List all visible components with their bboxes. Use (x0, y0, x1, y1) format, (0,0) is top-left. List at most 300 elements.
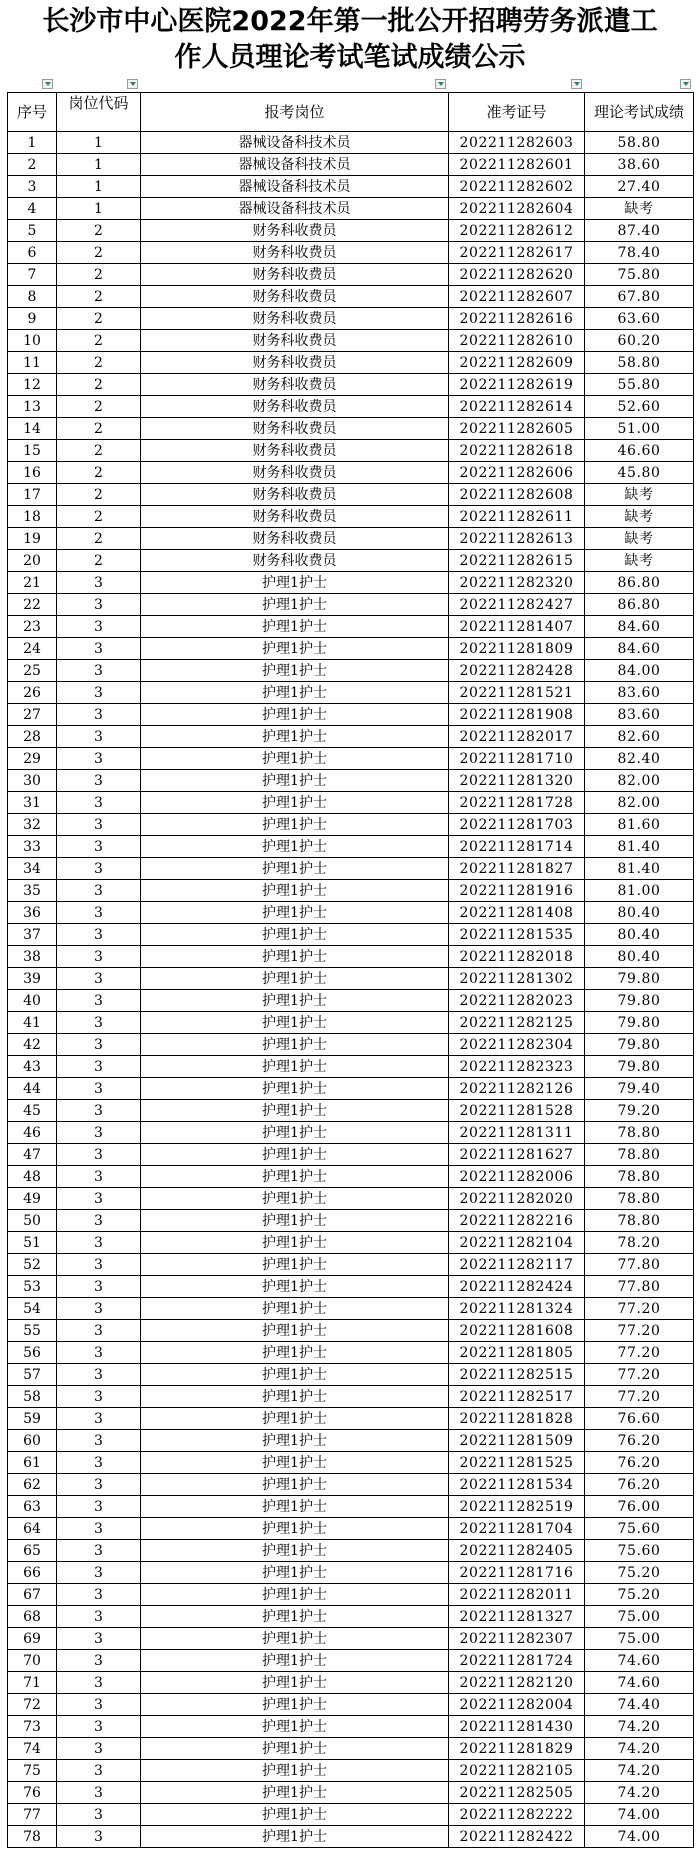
cell-score[interactable]: 82.00 (585, 770, 694, 792)
cell-no[interactable]: 17 (8, 484, 57, 506)
cell-ticket[interactable]: 202211282120 (449, 1672, 585, 1694)
cell-position[interactable]: 护理1护士 (141, 1386, 449, 1408)
cell-no[interactable]: 26 (8, 682, 57, 704)
cell-code[interactable]: 3 (57, 1276, 141, 1298)
cell-code[interactable]: 3 (57, 1298, 141, 1320)
cell-position[interactable]: 护理1护士 (141, 770, 449, 792)
cell-code[interactable]: 3 (57, 638, 141, 660)
cell-score[interactable]: 84.60 (585, 638, 694, 660)
cell-score[interactable]: 46.60 (585, 440, 694, 462)
cell-score[interactable]: 77.20 (585, 1386, 694, 1408)
cell-ticket[interactable]: 202211281827 (449, 858, 585, 880)
cell-score[interactable]: 78.20 (585, 1232, 694, 1254)
cell-code[interactable]: 3 (57, 1408, 141, 1430)
cell-code[interactable]: 3 (57, 858, 141, 880)
cell-score[interactable]: 78.80 (585, 1210, 694, 1232)
cell-no[interactable]: 32 (8, 814, 57, 836)
cell-code[interactable]: 3 (57, 748, 141, 770)
cell-position[interactable]: 护理1护士 (141, 968, 449, 990)
cell-score[interactable]: 77.20 (585, 1364, 694, 1386)
cell-score[interactable]: 27.40 (585, 176, 694, 198)
cell-position[interactable]: 护理1护士 (141, 1738, 449, 1760)
cell-score[interactable]: 75.00 (585, 1628, 694, 1650)
cell-position[interactable]: 财务科收费员 (141, 418, 449, 440)
cell-ticket[interactable]: 202211282519 (449, 1496, 585, 1518)
cell-score[interactable]: 缺考 (585, 198, 694, 220)
cell-no[interactable]: 58 (8, 1386, 57, 1408)
cell-score[interactable]: 86.80 (585, 594, 694, 616)
cell-no[interactable]: 25 (8, 660, 57, 682)
cell-code[interactable]: 3 (57, 704, 141, 726)
cell-ticket[interactable]: 202211281627 (449, 1144, 585, 1166)
cell-code[interactable]: 2 (57, 286, 141, 308)
cell-score[interactable]: 76.00 (585, 1496, 694, 1518)
cell-no[interactable]: 54 (8, 1298, 57, 1320)
cell-score[interactable]: 82.00 (585, 792, 694, 814)
cell-code[interactable]: 3 (57, 1760, 141, 1782)
cell-ticket[interactable]: 202211282222 (449, 1804, 585, 1826)
cell-score[interactable]: 79.80 (585, 1012, 694, 1034)
cell-ticket[interactable]: 202211282126 (449, 1078, 585, 1100)
cell-ticket[interactable]: 202211281430 (449, 1716, 585, 1738)
cell-position[interactable]: 护理1护士 (141, 1628, 449, 1650)
cell-score[interactable]: 60.20 (585, 330, 694, 352)
cell-ticket[interactable]: 202211282515 (449, 1364, 585, 1386)
cell-code[interactable]: 3 (57, 1562, 141, 1584)
cell-no[interactable]: 34 (8, 858, 57, 880)
cell-no[interactable]: 69 (8, 1628, 57, 1650)
cell-code[interactable]: 3 (57, 1606, 141, 1628)
cell-position[interactable]: 财务科收费员 (141, 242, 449, 264)
cell-no[interactable]: 72 (8, 1694, 57, 1716)
cell-position[interactable]: 护理1护士 (141, 594, 449, 616)
filter-dropdown-icon[interactable] (435, 79, 446, 89)
cell-code[interactable]: 3 (57, 1518, 141, 1540)
cell-code[interactable]: 2 (57, 374, 141, 396)
cell-ticket[interactable]: 202211282605 (449, 418, 585, 440)
cell-position[interactable]: 护理1护士 (141, 1650, 449, 1672)
cell-score[interactable]: 78.80 (585, 1188, 694, 1210)
cell-code[interactable]: 3 (57, 1364, 141, 1386)
cell-position[interactable]: 护理1护士 (141, 990, 449, 1012)
cell-score[interactable]: 81.40 (585, 858, 694, 880)
cell-ticket[interactable]: 202211282405 (449, 1540, 585, 1562)
cell-position[interactable]: 护理1护士 (141, 1034, 449, 1056)
cell-no[interactable]: 62 (8, 1474, 57, 1496)
cell-position[interactable]: 财务科收费员 (141, 330, 449, 352)
cell-ticket[interactable]: 202211282320 (449, 572, 585, 594)
cell-no[interactable]: 41 (8, 1012, 57, 1034)
cell-ticket[interactable]: 202211281828 (449, 1408, 585, 1430)
cell-code[interactable]: 1 (57, 176, 141, 198)
cell-code[interactable]: 3 (57, 1826, 141, 1848)
cell-code[interactable]: 3 (57, 572, 141, 594)
cell-score[interactable]: 缺考 (585, 484, 694, 506)
cell-score[interactable]: 78.80 (585, 1144, 694, 1166)
cell-no[interactable]: 64 (8, 1518, 57, 1540)
cell-no[interactable]: 40 (8, 990, 57, 1012)
cell-code[interactable]: 3 (57, 1650, 141, 1672)
cell-ticket[interactable]: 202211281320 (449, 770, 585, 792)
cell-position[interactable]: 护理1护士 (141, 1584, 449, 1606)
cell-code[interactable]: 3 (57, 1232, 141, 1254)
cell-code[interactable]: 3 (57, 660, 141, 682)
cell-code[interactable]: 3 (57, 1738, 141, 1760)
cell-ticket[interactable]: 202211281908 (449, 704, 585, 726)
cell-no[interactable]: 59 (8, 1408, 57, 1430)
cell-position[interactable]: 护理1护士 (141, 880, 449, 902)
cell-code[interactable]: 3 (57, 1210, 141, 1232)
cell-ticket[interactable]: 202211282610 (449, 330, 585, 352)
cell-code[interactable]: 2 (57, 462, 141, 484)
cell-ticket[interactable]: 202211281829 (449, 1738, 585, 1760)
cell-no[interactable]: 50 (8, 1210, 57, 1232)
cell-ticket[interactable]: 202211282609 (449, 352, 585, 374)
cell-score[interactable]: 78.80 (585, 1122, 694, 1144)
cell-code[interactable]: 2 (57, 220, 141, 242)
cell-code[interactable]: 3 (57, 792, 141, 814)
cell-code[interactable]: 3 (57, 1584, 141, 1606)
cell-no[interactable]: 20 (8, 550, 57, 572)
cell-no[interactable]: 56 (8, 1342, 57, 1364)
cell-ticket[interactable]: 202211282427 (449, 594, 585, 616)
cell-score[interactable]: 缺考 (585, 528, 694, 550)
cell-no[interactable]: 76 (8, 1782, 57, 1804)
column-header-ticket[interactable]: 准考证号 (449, 93, 585, 132)
cell-code[interactable]: 3 (57, 1804, 141, 1826)
cell-code[interactable]: 2 (57, 528, 141, 550)
cell-ticket[interactable]: 202211281525 (449, 1452, 585, 1474)
cell-code[interactable]: 3 (57, 1254, 141, 1276)
cell-position[interactable]: 护理1护士 (141, 1232, 449, 1254)
cell-code[interactable]: 3 (57, 836, 141, 858)
cell-position[interactable]: 护理1护士 (141, 1056, 449, 1078)
filter-dropdown-icon[interactable] (571, 79, 582, 89)
cell-no[interactable]: 37 (8, 924, 57, 946)
cell-position[interactable]: 护理1护士 (141, 1144, 449, 1166)
cell-score[interactable]: 45.80 (585, 462, 694, 484)
cell-code[interactable]: 2 (57, 440, 141, 462)
cell-ticket[interactable]: 202211281311 (449, 1122, 585, 1144)
cell-score[interactable]: 87.40 (585, 220, 694, 242)
cell-code[interactable]: 2 (57, 330, 141, 352)
cell-code[interactable]: 3 (57, 1320, 141, 1342)
cell-position[interactable]: 护理1护士 (141, 704, 449, 726)
cell-score[interactable]: 80.40 (585, 946, 694, 968)
cell-position[interactable]: 护理1护士 (141, 946, 449, 968)
cell-position[interactable]: 护理1护士 (141, 660, 449, 682)
cell-code[interactable]: 1 (57, 198, 141, 220)
cell-position[interactable]: 护理1护士 (141, 1078, 449, 1100)
cell-ticket[interactable]: 202211281324 (449, 1298, 585, 1320)
cell-ticket[interactable]: 202211282011 (449, 1584, 585, 1606)
cell-ticket[interactable]: 202211282018 (449, 946, 585, 968)
cell-position[interactable]: 财务科收费员 (141, 396, 449, 418)
cell-code[interactable]: 2 (57, 264, 141, 286)
cell-no[interactable]: 22 (8, 594, 57, 616)
cell-ticket[interactable]: 202211282617 (449, 242, 585, 264)
cell-position[interactable]: 护理1护士 (141, 748, 449, 770)
cell-position[interactable]: 护理1护士 (141, 924, 449, 946)
cell-code[interactable]: 3 (57, 1012, 141, 1034)
cell-ticket[interactable]: 202211281608 (449, 1320, 585, 1342)
cell-no[interactable]: 48 (8, 1166, 57, 1188)
cell-code[interactable]: 3 (57, 814, 141, 836)
cell-score[interactable]: 74.40 (585, 1694, 694, 1716)
cell-no[interactable]: 15 (8, 440, 57, 462)
cell-position[interactable]: 护理1护士 (141, 1012, 449, 1034)
cell-position[interactable]: 财务科收费员 (141, 220, 449, 242)
cell-code[interactable]: 3 (57, 1078, 141, 1100)
cell-code[interactable]: 3 (57, 1672, 141, 1694)
cell-position[interactable]: 财务科收费员 (141, 528, 449, 550)
cell-no[interactable]: 29 (8, 748, 57, 770)
cell-ticket[interactable]: 202211282601 (449, 154, 585, 176)
cell-ticket[interactable]: 202211281916 (449, 880, 585, 902)
cell-no[interactable]: 33 (8, 836, 57, 858)
cell-score[interactable]: 83.60 (585, 682, 694, 704)
cell-position[interactable]: 护理1护士 (141, 1496, 449, 1518)
cell-ticket[interactable]: 202211281724 (449, 1650, 585, 1672)
cell-code[interactable]: 3 (57, 902, 141, 924)
cell-ticket[interactable]: 202211282307 (449, 1628, 585, 1650)
cell-position[interactable]: 财务科收费员 (141, 352, 449, 374)
cell-code[interactable]: 3 (57, 990, 141, 1012)
cell-position[interactable]: 护理1护士 (141, 836, 449, 858)
cell-position[interactable]: 器械设备科技术员 (141, 132, 449, 154)
cell-position[interactable]: 财务科收费员 (141, 286, 449, 308)
cell-no[interactable]: 14 (8, 418, 57, 440)
column-header-no[interactable]: 序号 (8, 93, 57, 132)
cell-position[interactable]: 护理1护士 (141, 902, 449, 924)
cell-position[interactable]: 财务科收费员 (141, 550, 449, 572)
cell-no[interactable]: 46 (8, 1122, 57, 1144)
cell-code[interactable]: 3 (57, 726, 141, 748)
cell-no[interactable]: 31 (8, 792, 57, 814)
cell-ticket[interactable]: 202211282428 (449, 660, 585, 682)
cell-score[interactable]: 79.80 (585, 1034, 694, 1056)
cell-position[interactable]: 护理1护士 (141, 1298, 449, 1320)
cell-position[interactable]: 护理1护士 (141, 1430, 449, 1452)
cell-position[interactable]: 护理1护士 (141, 1540, 449, 1562)
cell-score[interactable]: 81.00 (585, 880, 694, 902)
cell-no[interactable]: 10 (8, 330, 57, 352)
cell-code[interactable]: 3 (57, 1056, 141, 1078)
cell-position[interactable]: 护理1护士 (141, 792, 449, 814)
cell-position[interactable]: 器械设备科技术员 (141, 198, 449, 220)
cell-code[interactable]: 2 (57, 352, 141, 374)
cell-no[interactable]: 70 (8, 1650, 57, 1672)
cell-ticket[interactable]: 202211282616 (449, 308, 585, 330)
cell-position[interactable]: 护理1护士 (141, 1210, 449, 1232)
cell-score[interactable]: 55.80 (585, 374, 694, 396)
cell-no[interactable]: 66 (8, 1562, 57, 1584)
cell-no[interactable]: 47 (8, 1144, 57, 1166)
cell-position[interactable]: 器械设备科技术员 (141, 154, 449, 176)
cell-position[interactable]: 护理1护士 (141, 1518, 449, 1540)
cell-no[interactable]: 78 (8, 1826, 57, 1848)
cell-ticket[interactable]: 202211281509 (449, 1430, 585, 1452)
cell-code[interactable]: 2 (57, 242, 141, 264)
cell-position[interactable]: 器械设备科技术员 (141, 176, 449, 198)
cell-ticket[interactable]: 202211282304 (449, 1034, 585, 1056)
cell-no[interactable]: 65 (8, 1540, 57, 1562)
cell-code[interactable]: 3 (57, 1628, 141, 1650)
cell-no[interactable]: 13 (8, 396, 57, 418)
cell-position[interactable]: 护理1护士 (141, 814, 449, 836)
cell-score[interactable]: 58.80 (585, 352, 694, 374)
cell-no[interactable]: 45 (8, 1100, 57, 1122)
cell-ticket[interactable]: 202211282505 (449, 1782, 585, 1804)
cell-position[interactable]: 护理1护士 (141, 1474, 449, 1496)
cell-no[interactable]: 24 (8, 638, 57, 660)
cell-code[interactable]: 3 (57, 1188, 141, 1210)
cell-ticket[interactable]: 202211281710 (449, 748, 585, 770)
cell-ticket[interactable]: 202211282618 (449, 440, 585, 462)
cell-no[interactable]: 30 (8, 770, 57, 792)
cell-score[interactable]: 80.40 (585, 924, 694, 946)
cell-ticket[interactable]: 202211282323 (449, 1056, 585, 1078)
cell-score[interactable]: 38.60 (585, 154, 694, 176)
column-header-position[interactable]: 报考岗位 (141, 93, 449, 132)
cell-position[interactable]: 护理1护士 (141, 1782, 449, 1804)
cell-score[interactable]: 74.20 (585, 1782, 694, 1804)
cell-position[interactable]: 护理1护士 (141, 616, 449, 638)
cell-score[interactable]: 78.80 (585, 1166, 694, 1188)
cell-score[interactable]: 63.60 (585, 308, 694, 330)
cell-no[interactable]: 67 (8, 1584, 57, 1606)
cell-no[interactable]: 9 (8, 308, 57, 330)
cell-position[interactable]: 护理1护士 (141, 1166, 449, 1188)
cell-code[interactable]: 3 (57, 1166, 141, 1188)
cell-ticket[interactable]: 202211282017 (449, 726, 585, 748)
cell-ticket[interactable]: 202211282020 (449, 1188, 585, 1210)
cell-no[interactable]: 63 (8, 1496, 57, 1518)
cell-score[interactable]: 77.20 (585, 1298, 694, 1320)
cell-code[interactable]: 1 (57, 154, 141, 176)
cell-ticket[interactable]: 202211282612 (449, 220, 585, 242)
cell-score[interactable]: 76.20 (585, 1452, 694, 1474)
cell-no[interactable]: 7 (8, 264, 57, 286)
cell-ticket[interactable]: 202211282004 (449, 1694, 585, 1716)
filter-dropdown-icon[interactable] (42, 79, 53, 89)
cell-score[interactable]: 86.80 (585, 572, 694, 594)
cell-ticket[interactable]: 202211282216 (449, 1210, 585, 1232)
cell-code[interactable]: 3 (57, 1430, 141, 1452)
cell-code[interactable]: 3 (57, 1782, 141, 1804)
cell-no[interactable]: 52 (8, 1254, 57, 1276)
cell-ticket[interactable]: 202211281327 (449, 1606, 585, 1628)
cell-no[interactable]: 39 (8, 968, 57, 990)
cell-no[interactable]: 57 (8, 1364, 57, 1386)
cell-code[interactable]: 3 (57, 594, 141, 616)
cell-code[interactable]: 2 (57, 396, 141, 418)
cell-no[interactable]: 71 (8, 1672, 57, 1694)
cell-code[interactable]: 3 (57, 1452, 141, 1474)
cell-no[interactable]: 28 (8, 726, 57, 748)
cell-code[interactable]: 3 (57, 880, 141, 902)
cell-no[interactable]: 61 (8, 1452, 57, 1474)
cell-position[interactable]: 护理1护士 (141, 1408, 449, 1430)
cell-code[interactable]: 3 (57, 924, 141, 946)
cell-no[interactable]: 42 (8, 1034, 57, 1056)
cell-code[interactable]: 3 (57, 1716, 141, 1738)
cell-code[interactable]: 1 (57, 132, 141, 154)
filter-dropdown-icon[interactable] (127, 79, 138, 89)
cell-no[interactable]: 55 (8, 1320, 57, 1342)
cell-no[interactable]: 12 (8, 374, 57, 396)
cell-position[interactable]: 财务科收费员 (141, 484, 449, 506)
cell-position[interactable]: 护理1护士 (141, 1826, 449, 1848)
cell-ticket[interactable]: 202211281704 (449, 1518, 585, 1540)
cell-score[interactable]: 缺考 (585, 550, 694, 572)
cell-ticket[interactable]: 202211282104 (449, 1232, 585, 1254)
column-header-code[interactable]: 岗位代码 (57, 93, 141, 132)
cell-no[interactable]: 5 (8, 220, 57, 242)
cell-no[interactable]: 3 (8, 176, 57, 198)
cell-score[interactable]: 75.60 (585, 1518, 694, 1540)
cell-position[interactable]: 护理1护士 (141, 638, 449, 660)
cell-position[interactable]: 护理1护士 (141, 1606, 449, 1628)
cell-position[interactable]: 护理1护士 (141, 1122, 449, 1144)
cell-ticket[interactable]: 202211281716 (449, 1562, 585, 1584)
cell-score[interactable]: 75.20 (585, 1584, 694, 1606)
cell-score[interactable]: 75.00 (585, 1606, 694, 1628)
cell-ticket[interactable]: 202211282603 (449, 132, 585, 154)
cell-code[interactable]: 3 (57, 1694, 141, 1716)
cell-position[interactable]: 护理1护士 (141, 572, 449, 594)
cell-ticket[interactable]: 202211282614 (449, 396, 585, 418)
cell-ticket[interactable]: 202211281809 (449, 638, 585, 660)
cell-score[interactable]: 52.60 (585, 396, 694, 418)
cell-no[interactable]: 16 (8, 462, 57, 484)
cell-score[interactable]: 80.40 (585, 902, 694, 924)
cell-ticket[interactable]: 202211282422 (449, 1826, 585, 1848)
cell-ticket[interactable]: 202211281534 (449, 1474, 585, 1496)
cell-position[interactable]: 财务科收费员 (141, 440, 449, 462)
cell-score[interactable]: 76.60 (585, 1408, 694, 1430)
cell-ticket[interactable]: 202211282006 (449, 1166, 585, 1188)
cell-position[interactable]: 护理1护士 (141, 1672, 449, 1694)
cell-ticket[interactable]: 202211282615 (449, 550, 585, 572)
cell-code[interactable]: 3 (57, 1122, 141, 1144)
cell-position[interactable]: 财务科收费员 (141, 264, 449, 286)
cell-position[interactable]: 护理1护士 (141, 1716, 449, 1738)
cell-ticket[interactable]: 202211282117 (449, 1254, 585, 1276)
cell-position[interactable]: 护理1护士 (141, 1188, 449, 1210)
cell-no[interactable]: 51 (8, 1232, 57, 1254)
cell-score[interactable]: 84.00 (585, 660, 694, 682)
cell-position[interactable]: 护理1护士 (141, 1562, 449, 1584)
cell-ticket[interactable]: 202211282613 (449, 528, 585, 550)
cell-no[interactable]: 75 (8, 1760, 57, 1782)
cell-position[interactable]: 护理1护士 (141, 726, 449, 748)
column-header-score[interactable]: 理论考试成绩 (585, 93, 694, 132)
cell-score[interactable]: 74.60 (585, 1672, 694, 1694)
cell-ticket[interactable]: 202211282607 (449, 286, 585, 308)
cell-position[interactable]: 护理1护士 (141, 1342, 449, 1364)
cell-position[interactable]: 护理1护士 (141, 1364, 449, 1386)
cell-ticket[interactable]: 202211282604 (449, 198, 585, 220)
cell-no[interactable]: 8 (8, 286, 57, 308)
cell-score[interactable]: 74.00 (585, 1826, 694, 1848)
cell-position[interactable]: 护理1护士 (141, 1100, 449, 1122)
cell-ticket[interactable]: 202211282620 (449, 264, 585, 286)
cell-ticket[interactable]: 202211281407 (449, 616, 585, 638)
cell-ticket[interactable]: 202211281521 (449, 682, 585, 704)
cell-position[interactable]: 财务科收费员 (141, 308, 449, 330)
cell-score[interactable]: 81.40 (585, 836, 694, 858)
